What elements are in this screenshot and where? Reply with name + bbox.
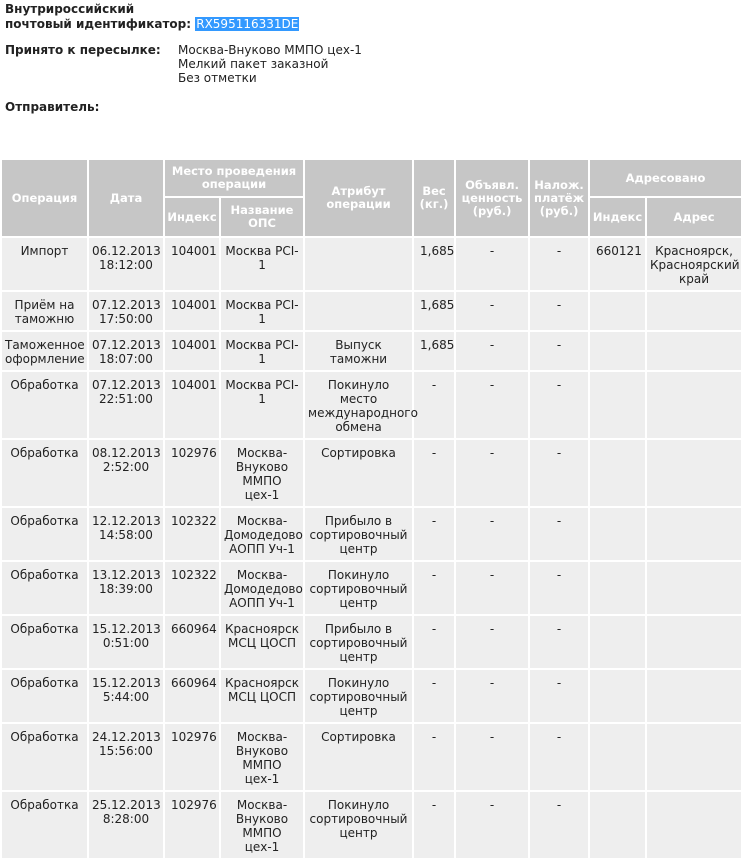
table-row	[1, 331, 741, 371]
table-row	[1, 669, 741, 723]
cell-cod: -	[529, 669, 589, 723]
cell-date: 12.12.2013 14:58:00	[88, 507, 164, 561]
cell-attribute	[304, 291, 413, 331]
header-date: Дата	[88, 159, 164, 237]
cell-date: 07.12.2013 22:51:00	[88, 371, 164, 439]
cell-office-name: Москва-Внуково ММПО цех-1	[220, 791, 304, 859]
cell-declared-value: -	[455, 507, 529, 561]
cell-attribute: Выпуск таможни	[304, 331, 413, 371]
cell-operation: Обработка	[1, 615, 88, 669]
accepted-label: Принято к пересылке:	[5, 43, 161, 57]
cell-attribute: Покинуло сортировочный центр	[304, 561, 413, 615]
cell-addr-index	[589, 615, 646, 669]
cell-weight: -	[413, 723, 455, 791]
cell-addr-index	[589, 371, 646, 439]
cell-operation: Таможенное оформление	[1, 331, 88, 371]
table-row	[1, 439, 741, 507]
cell-attribute: Покинуло сортировочный центр	[304, 669, 413, 723]
cell-operation: Обработка	[1, 669, 88, 723]
cell-address: Красноярск, Красноярский край	[646, 237, 741, 291]
header-attribute: Атрибут операции	[304, 159, 413, 237]
cell-addr-index	[589, 439, 646, 507]
cell-cod: -	[529, 331, 589, 371]
cell-index: 104001	[164, 291, 220, 331]
cell-declared-value: -	[455, 723, 529, 791]
header-weight: Вес (кг.)	[413, 159, 455, 237]
cell-date: 06.12.2013 18:12:00	[88, 237, 164, 291]
cell-office-name: Красноярск МСЦ ЦОСП	[220, 615, 304, 669]
header-place: Место проведения операции	[164, 159, 304, 197]
cell-address	[646, 371, 741, 439]
cell-addr-index	[589, 723, 646, 791]
cell-addr-index	[589, 791, 646, 859]
cell-address	[646, 615, 741, 669]
cell-date: 15.12.2013 5:44:00	[88, 669, 164, 723]
tracking-id-value[interactable]: RX595116331DE	[196, 17, 299, 31]
cell-address	[646, 723, 741, 791]
cell-operation: Обработка	[1, 371, 88, 439]
header-addressed: Адресовано	[589, 159, 741, 197]
cell-index: 104001	[164, 237, 220, 291]
cell-declared-value: -	[455, 791, 529, 859]
cell-addr-index	[589, 507, 646, 561]
cell-declared-value: -	[455, 237, 529, 291]
cell-attribute: Покинуло место международного обмена	[304, 371, 413, 439]
cell-date: 07.12.2013 18:07:00	[88, 331, 164, 371]
cell-weight: -	[413, 791, 455, 859]
table-row	[1, 561, 741, 615]
cell-operation: Обработка	[1, 561, 88, 615]
cell-office-name: Москва PCI-1	[220, 331, 304, 371]
cell-declared-value: -	[455, 331, 529, 371]
header-place-index: Индекс	[164, 197, 220, 237]
table-row	[1, 507, 741, 561]
cell-addr-index	[589, 561, 646, 615]
cell-declared-value: -	[455, 291, 529, 331]
cell-address	[646, 669, 741, 723]
cell-index: 104001	[164, 371, 220, 439]
cell-declared-value: -	[455, 669, 529, 723]
cell-index: 102322	[164, 561, 220, 615]
cell-weight: 1,685	[413, 331, 455, 371]
cell-cod: -	[529, 723, 589, 791]
cell-operation: Приём на таможню	[1, 291, 88, 331]
table-row	[1, 237, 741, 291]
accepted-type: Мелкий пакет заказной	[178, 57, 329, 71]
operations-table	[0, 158, 741, 860]
cell-weight: 1,685	[413, 291, 455, 331]
cell-address	[646, 291, 741, 331]
cell-declared-value: -	[455, 439, 529, 507]
cell-index: 660964	[164, 669, 220, 723]
cell-date: 08.12.2013 2:52:00	[88, 439, 164, 507]
cell-addr-index: 660121	[589, 237, 646, 291]
cell-address	[646, 507, 741, 561]
table-row	[1, 615, 741, 669]
cell-cod: -	[529, 615, 589, 669]
cell-operation: Обработка	[1, 723, 88, 791]
table-row	[1, 291, 741, 331]
cell-address	[646, 331, 741, 371]
cell-office-name: Москва PCI-1	[220, 237, 304, 291]
cell-weight: -	[413, 561, 455, 615]
cell-weight: -	[413, 669, 455, 723]
sender-label: Отправитель:	[5, 100, 100, 114]
accepted-mark: Без отметки	[178, 71, 257, 85]
cell-operation: Обработка	[1, 507, 88, 561]
cell-operation: Обработка	[1, 439, 88, 507]
cell-cod: -	[529, 507, 589, 561]
header-cod: Налож. платёж (руб.)	[529, 159, 589, 237]
cell-weight: 1,685	[413, 237, 455, 291]
cell-index: 102976	[164, 439, 220, 507]
tracking-header	[5, 2, 299, 32]
accepted-office: Москва-Внуково ММПО цех-1	[178, 43, 362, 57]
cell-office-name: Москва-Внуково ММПО цех-1	[220, 439, 304, 507]
cell-weight: -	[413, 439, 455, 507]
header-line-1: Внутрироссийский	[5, 2, 135, 16]
cell-office-name: Красноярск МСЦ ЦОСП	[220, 669, 304, 723]
cell-office-name: Москва-Домодедово АОПП Уч-1	[220, 507, 304, 561]
cell-address	[646, 791, 741, 859]
cell-cod: -	[529, 371, 589, 439]
header-place-name: Название ОПС	[220, 197, 304, 237]
cell-addr-index	[589, 331, 646, 371]
cell-date: 13.12.2013 18:39:00	[88, 561, 164, 615]
header-addr-address: Адрес	[646, 197, 741, 237]
cell-index: 660964	[164, 615, 220, 669]
cell-cod: -	[529, 439, 589, 507]
cell-attribute	[304, 237, 413, 291]
cell-index: 104001	[164, 331, 220, 371]
cell-attribute: Прибыло в сортировочный центр	[304, 615, 413, 669]
cell-date: 24.12.2013 15:56:00	[88, 723, 164, 791]
cell-declared-value: -	[455, 561, 529, 615]
cell-weight: -	[413, 371, 455, 439]
cell-date: 07.12.2013 17:50:00	[88, 291, 164, 331]
cell-office-name: Москва PCI-1	[220, 291, 304, 331]
cell-operation: Обработка	[1, 791, 88, 859]
cell-declared-value: -	[455, 371, 529, 439]
cell-cod: -	[529, 791, 589, 859]
cell-index: 102322	[164, 507, 220, 561]
header-label: почтовый идентификатор:	[5, 17, 192, 31]
cell-date: 15.12.2013 0:51:00	[88, 615, 164, 669]
cell-office-name: Москва-Внуково ММПО цех-1	[220, 723, 304, 791]
cell-index: 102976	[164, 791, 220, 859]
cell-weight: -	[413, 507, 455, 561]
header-addr-index: Индекс	[589, 197, 646, 237]
cell-address	[646, 561, 741, 615]
cell-declared-value: -	[455, 615, 529, 669]
cell-attribute: Сортировка	[304, 723, 413, 791]
cell-operation: Импорт	[1, 237, 88, 291]
cell-cod: -	[529, 291, 589, 331]
cell-cod: -	[529, 237, 589, 291]
cell-index: 102976	[164, 723, 220, 791]
cell-cod: -	[529, 561, 589, 615]
cell-date: 25.12.2013 8:28:00	[88, 791, 164, 859]
cell-attribute: Прибыло в сортировочный центр	[304, 507, 413, 561]
accepted-values	[178, 43, 362, 85]
cell-address	[646, 439, 741, 507]
cell-weight: -	[413, 615, 455, 669]
table-row	[1, 791, 741, 859]
cell-office-name: Москва PCI-1	[220, 371, 304, 439]
cell-office-name: Москва-Домодедово АОПП Уч-1	[220, 561, 304, 615]
header-operation: Операция	[1, 159, 88, 237]
table-row	[1, 723, 741, 791]
cell-attribute: Покинуло сортировочный центр	[304, 791, 413, 859]
cell-attribute: Сортировка	[304, 439, 413, 507]
table-row	[1, 371, 741, 439]
header-line-2	[5, 17, 299, 32]
header-declared-value: Объявл. ценность (руб.)	[455, 159, 529, 237]
cell-addr-index	[589, 291, 646, 331]
cell-addr-index	[589, 669, 646, 723]
